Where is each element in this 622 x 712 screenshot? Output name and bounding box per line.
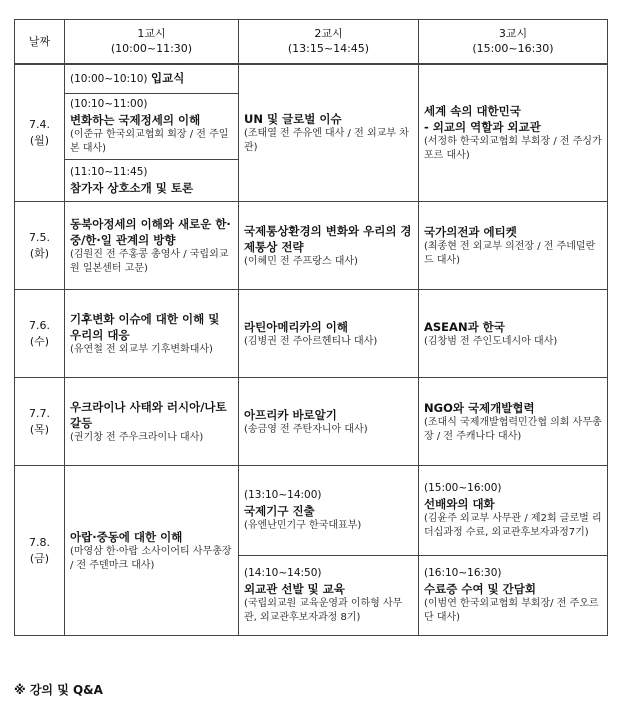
table-row [15,466,608,556]
session-time: (10:00~10:10) [70,73,148,86]
session-cell [419,556,608,636]
period-2-label: 2교시 [314,27,343,41]
session-time: (14:10~14:50) [244,567,322,579]
session-lecturer: (김창범 전 주인도네시아 대사) [424,335,558,347]
weekday-label: (월) [29,133,50,147]
date-cell [15,290,65,378]
session-title: 아랍·중동에 대한 이해 [70,529,183,544]
session-title: 참가자 상호소개 및 토론 [70,181,194,195]
session-title: 동북아정세의 이해와 새로운 한·중/한·일 관계의 방향 [70,216,231,247]
header-period-3 [419,20,608,64]
session-lecturer: (유엔난민기구 한국대표부) [244,520,362,531]
header-period-1 [65,20,239,64]
session-lecturer: (김병권 전 주아르헨티나 대사) [244,335,378,347]
session-title: 변화하는 국제정세의 이해 [70,113,201,127]
session-cell [239,64,419,202]
session-cell [419,466,608,556]
session-lecturer: (최종현 전 외교부 의전장 / 전 주네덜란드 대사) [424,240,596,266]
session-lecturer: (서정하 한국외교협회 부회장 / 전 주싱가포르 대사) [424,135,602,161]
session-cell [419,64,608,202]
header-date: 날짜 [15,20,65,64]
period-3-label: 3교시 [498,27,528,41]
session-lecturer: (김윤주 외교부 사무관 / 제2회 글로벌 리더십과정 수료, 외교관후보자과정7기) [424,513,602,538]
session-cell [65,64,239,94]
date-label: 7.4. [29,117,50,131]
date-cell [15,202,65,290]
session-title: UN 및 글로벌 이슈 [244,111,342,126]
session-title: 우크라이나 사태와 러시아/나토 갈등 [70,399,227,430]
session-lecturer: (이준규 한국외교협회 회장 / 전 주일본 대사) [70,129,229,154]
session-lecturer: (송금영 전 주탄자니아 대사) [244,423,368,435]
date-label: 7.5. [29,230,50,244]
weekday-label: (화) [29,246,50,260]
session-cell [419,202,608,290]
session-time: (13:10~14:00) [244,489,322,501]
session-time: (11:10~11:45) [70,166,148,178]
weekday-label: (목) [29,422,50,436]
weekday-label: (금) [29,551,50,565]
table-row [15,378,608,466]
session-cell [239,378,419,466]
table-row [15,202,608,290]
session-cell [65,160,239,202]
session-time: (16:10~16:30) [424,567,502,579]
period-2-time: (13:15~14:45) [287,42,370,56]
header-row [15,20,608,64]
session-title: NGO와 국제개발협력 [424,400,535,415]
header-period-2 [239,20,419,64]
session-title: 국제통상환경의 변화와 우리의 경제통상 전략 [244,223,412,254]
period-1-label: 1교시 [137,27,166,41]
date-label: 7.7. [29,406,50,420]
session-cell [419,378,608,466]
session-title: 세계 속의 대한민국 [424,103,521,118]
session-cell [239,202,419,290]
period-1-time: (10:00~11:30) [110,42,193,56]
date-cell [15,466,65,636]
session-cell [65,466,239,636]
session-title: 선배와의 대화 [424,497,495,511]
date-cell [15,378,65,466]
session-lecturer: (권기창 전 주우크라이나 대사) [70,431,204,443]
session-title: ASEAN과 한국 [424,319,505,334]
session-lecturer: (조태열 전 주유엔 대사 / 전 외교부 차관) [244,127,409,153]
session-lecturer: (이범연 한국외교협회 부회장/ 전 주오르단 대사) [424,598,599,623]
session-lecturer: (마영삼 한·아랍 소사이어티 사무총장 / 전 주덴마크 대사) [70,545,232,571]
table-row [15,290,608,378]
session-cell [65,94,239,160]
period-3-time: (15:00~16:30) [472,42,554,56]
session-lecturer: (이혜민 전 주프랑스 대사) [244,255,358,267]
session-cell [65,378,239,466]
session-lecturer: (김원진 전 주홍콩 총영사 / 국립외교원 일본센터 고문) [70,248,229,274]
session-cell [419,290,608,378]
session-title: 입교식 [151,71,185,86]
session-cell [65,202,239,290]
session-title: 아프리카 바로알기 [244,407,337,422]
session-title: 국가의전과 에티켓 [424,224,517,239]
date-label: 7.8. [29,535,50,549]
table-row [15,64,608,94]
session-cell [239,556,419,636]
date-cell [15,64,65,202]
session-lecturer: (조대식 국제개발협력민간협 의회 사무총장 / 전 주캐나다 대사) [424,416,602,442]
session-title: 기후변화 이슈에 대한 이해 및 우리의 대응 [70,311,220,342]
session-cell [239,290,419,378]
schedule-table [14,19,608,636]
session-title-line-2: - 외교의 역할과 외교관 [424,119,541,134]
session-title: 국제기구 진출 [244,504,315,518]
session-cell [65,290,239,378]
session-title: 외교관 선발 및 교육 [244,582,345,596]
session-title: 수료증 수여 및 간담회 [424,582,536,596]
session-cell [239,466,419,556]
date-label: 7.6. [29,318,50,332]
session-time: (15:00~16:00) [424,482,502,494]
session-title: 라틴아메리카의 이해 [244,319,348,334]
session-time: (10:10~11:00) [70,98,148,110]
weekday-label: (수) [29,334,50,348]
footnote: ※ 강의 및 Q&A [14,683,103,697]
session-lecturer: (유연철 전 외교부 기후변화대사) [70,343,213,355]
session-lecturer: (국립외교원 교육운영과 이하형 사무관, 외교관후보자과정 8기) [244,598,403,623]
